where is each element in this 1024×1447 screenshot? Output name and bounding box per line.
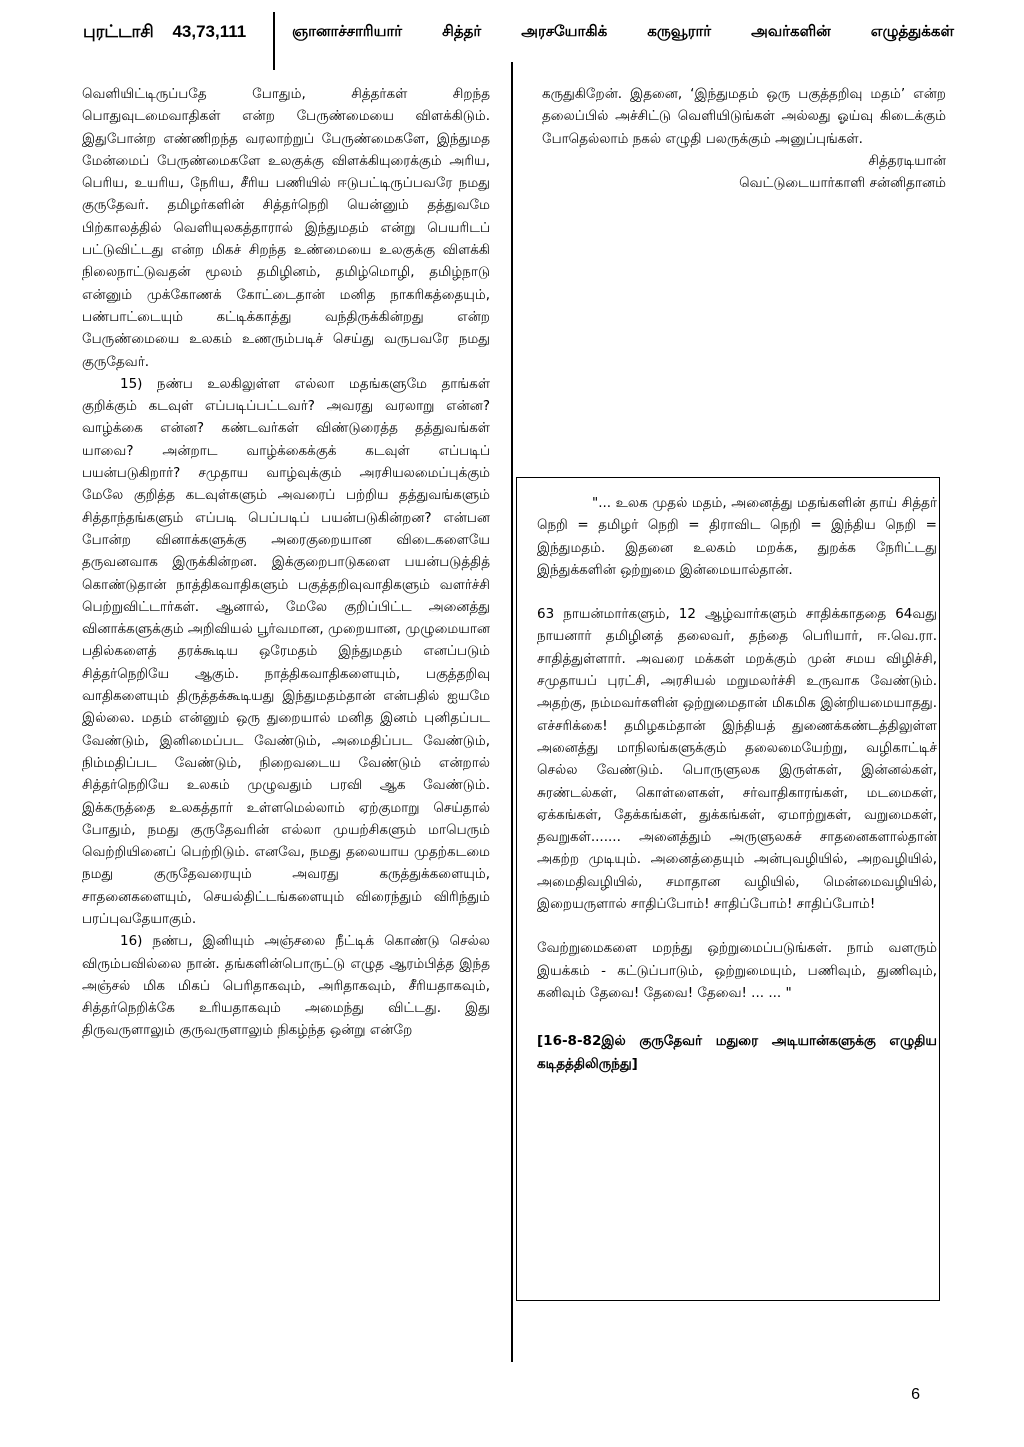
quote-source: [16-8-82இல் குருதேவர் மதுரை அடியான்களுக்கு எழுதிய கடிதத்திலிருந்து] [537, 1033, 937, 1072]
signature-name: வெட்டுடையார்காளி சன்னிதானம் [739, 175, 946, 192]
page-header-title: ஞானாச்சாரியார் சித்தர் அரசயோகிக் கருவூரார் அவர்களின் எழுத்துக்கள் [292, 22, 954, 40]
left-column [82, 83, 490, 1042]
column-divider [511, 62, 513, 1362]
page-number: 6 [911, 1386, 920, 1403]
header-issue-number: 43,73,111 [172, 22, 247, 41]
left-paragraph-3: 16) நண்ப, இனியும் அஞ்சலை நீட்டிக் கொண்டு செல்ல விரும்பவில்லை நான். தங்களின்பொருட்டு எழுத ஆரம்பித்த இந்த அஞ்சல் மிக மிகப் பெரிதாகவும், அரிதாகவும், சீரியதாகவும், சித்தர்நெறிக்கே உரியதாகவும் அமைந்து விட்டது. இது திருவருளாலும் குருவருளாலும் நிகழ்ந்த ஒன்று என்றே [82, 933, 490, 1039]
quote-box [516, 477, 940, 1301]
header-divider [273, 12, 275, 70]
quote-paragraph-2: 63 நாயன்மார்களும், 12 ஆழ்வார்களும் சாதிக்காததை 64வது நாயனார் தமிழினத் தலைவர், தந்தை பெரியார், ஈ.வெ.ரா. சாதித்துள்ளார். அவரை மக்கள் மறக்கும் முன் சமய விழிச்சி, சமுதாயப் புரட்சி, அரசியல் மறுமலர்ச்சி உருவாக வேண்டும். அதற்கு, நம்மவர்களின் ஒற்றுமைதான் மிகமிக இன்றியமையாதது. எச்சரிக்கை! தமிழகம்தான் இந்தியத் துணைக்கண்டத்திலுள்ள அனைத்து மாநிலங்களுக்கும் தலைமையேற்று, வழிகாட்டிச் செல்ல வேண்டும். பொருளுலக இருள்கள், இன்னல்கள், சுரண்டல்கள், கொள்ளைகள், சர்வாதிகாரங்கள், மடமைகள், ஏக்கங்கள், தேக்கங்கள், துக்கங்கள், ஏமாற்றுகள், வறுமைகள், தவறுகள்....... அனைத்தும் அருளுலகச் சாதனைகளால்தான் அகற்ற முடியும். அனைத்தையும் அன்புவழியில், அறவழியில், அமைதிவழியில், சமாதான வழியில், மென்மைவழியில், இறையருளால் சாதிப்போம்! சாதிப்போம்! சாதிப்போம்! [537, 606, 937, 913]
signature-title: சித்தரடியான் [868, 152, 946, 169]
quote-paragraph-1: "... உலக முதல் மதம், அனைத்து மதங்களின் தாய் சித்தர் நெறி = தமிழர் நெறி = திராவிட நெறி = இந்திய நெறி = இந்துமதம். இதனை உலகம் மறக்க, துறக்க நேரிட்டது இந்துக்களின் ஒற்றுமை இன்மையால்தான். [537, 495, 937, 578]
header-month: புரட்டாசி [83, 22, 154, 41]
right-paragraph: கருதுகிறேன். இதனை, ‘இந்துமதம் ஒரு பகுத்தறிவு மதம்’ என்ற தலைப்பில் அச்சிட்டு வெளியிடுங்கள் அல்லது ஓய்வு கிடைக்கும் போதெல்லாம் நகல் எழுதி பலருக்கும் அனுப்புங்கள். [542, 86, 946, 147]
quote-paragraph-3: வேற்றுமைகளை மறந்து ஒற்றுமைப்படுங்கள். நாம் வளரும் இயக்கம் - கட்டுப்பாடும், ஒற்றுமையும், பணிவும், துணிவும், கனிவும் தேவை! தேவை! தேவை! ... ... " [537, 940, 937, 1001]
page-header-meta [83, 22, 260, 44]
left-paragraph-2: 15) நண்ப உலகிலுள்ள எல்லா மதங்களுமே தாங்கள் குறிக்கும் கடவுள் எப்படிப்பட்டவர்? அவரது வரலாறு என்ன? வாழ்க்கை என்ன? கண்டவர்கள் விண்டுரைத்த தத்துவங்கள் யாவை? அன்றாட வாழ்க்கைக்குக் கடவுள் எப்படிப் பயன்படுகிறார்? சமுதாய வாழ்வுக்கும் அரசியலமைப்புக்கும் மேலே குறித்த கடவுள்களும் அவரைப் பற்றிய தத்துவங்களும் சித்தாந்தங்களும் எப்படி பெப்படிப் பயன்படுகின்றன? என்பன போன்ற வினாக்களுக்கு அரைகுறையான விடைகளையே தருவனவாக இருக்கின்றன. இக்குறைபாடுகளை பயன்படுத்தித் கொண்டுதான் நாத்திகவாதிகளும் பகுத்தறிவுவாதிகளும் வளர்ச்சி பெற்றுவிட்டார்கள். ஆனால், மேலே குறிப்பிட்ட அனைத்து வினாக்களுக்கும் அறிவியல் பூர்வமான, முறையான, முழுமையான பதில்களைத் தரக்கூடிய ஒரேமதம் இந்துமதம் எனப்படும் சித்தர்நெறியே ஆகும். நாத்திகவாதிகளையும், பகுத்தறிவு வாதிகளையும் திருத்தக்கூடியது இந்துமதம்தான் என்பதில் ஐயமே இல்லை. மதம் என்னும் ஒரு துறையால் மனித இனம் புனிதப்பட வேண்டும், இனிமைப்பட வேண்டும், அமைதிப்பட வேண்டும், நிம்மதிப்பட வேண்டும், நிறைவடைய வேண்டும் என்றால் சித்தர்நெறியே உலகம் முழுவதும் பரவி ஆக வேண்டும். இக்கருத்தை உலகத்தார் உள்ளமெல்லாம் ஏற்குமாறு செய்தால் போதும், நமது குருதேவரின் எல்லா முயற்சிகளும் மாபெரும் வெற்றியினைப் பெற்றிடும். எனவே, நமது தலையாய முதற்கடமை நமது குருதேவரையும் அவரது கருத்துக்களையும், சாதனைகளையும், செயல்திட்டங்களையும் விரைந்தும் விரிந்தும் பரப்புவதேயாகும். [82, 375, 490, 927]
left-paragraph-1: வெளியிட்டிருப்பதே போதும், சித்தர்கள் சிறந்த பொதுவுடமைவாதிகள் என்ற பேருண்மையை விளக்கிடும். இதுபோன்ற எண்ணிறந்த வரலாற்றுப் பேருண்மைகளே, இந்துமத மேன்மைப் பேருண்மைகளே உலகுக்கு விளக்கியுரைக்கும் அரிய, பெரிய, உயரிய, நேரிய, சீரிய பணியில் ஈடுபட்டிருப்பவரே நமது குருதேவர். தமிழர்களின் சித்தர்நெறி யென்னும் தத்துவமே பிற்காலத்தில் வெளியுலகத்தாரால் இந்துமதம் என்று பெயரிடப் பட்டுவிட்டது என்ற மிகச் சிறந்த உண்மையை உலகுக்கு விளக்கி நிலைநாட்டுவதன் மூலம் தமிழினம், தமிழ்மொழி, தமிழ்நாடு என்னும் முக்கோணக் கோட்டைதான் மனித நாகரிகத்தையும், பண்பாட்டையும் கட்டிக்காத்து வந்திருக்கின்றது என்ற பேருண்மையை உலகம் உணரும்படிச் செய்து வருபவரே நமது குருதேவர். [82, 86, 490, 370]
right-column [542, 83, 946, 194]
